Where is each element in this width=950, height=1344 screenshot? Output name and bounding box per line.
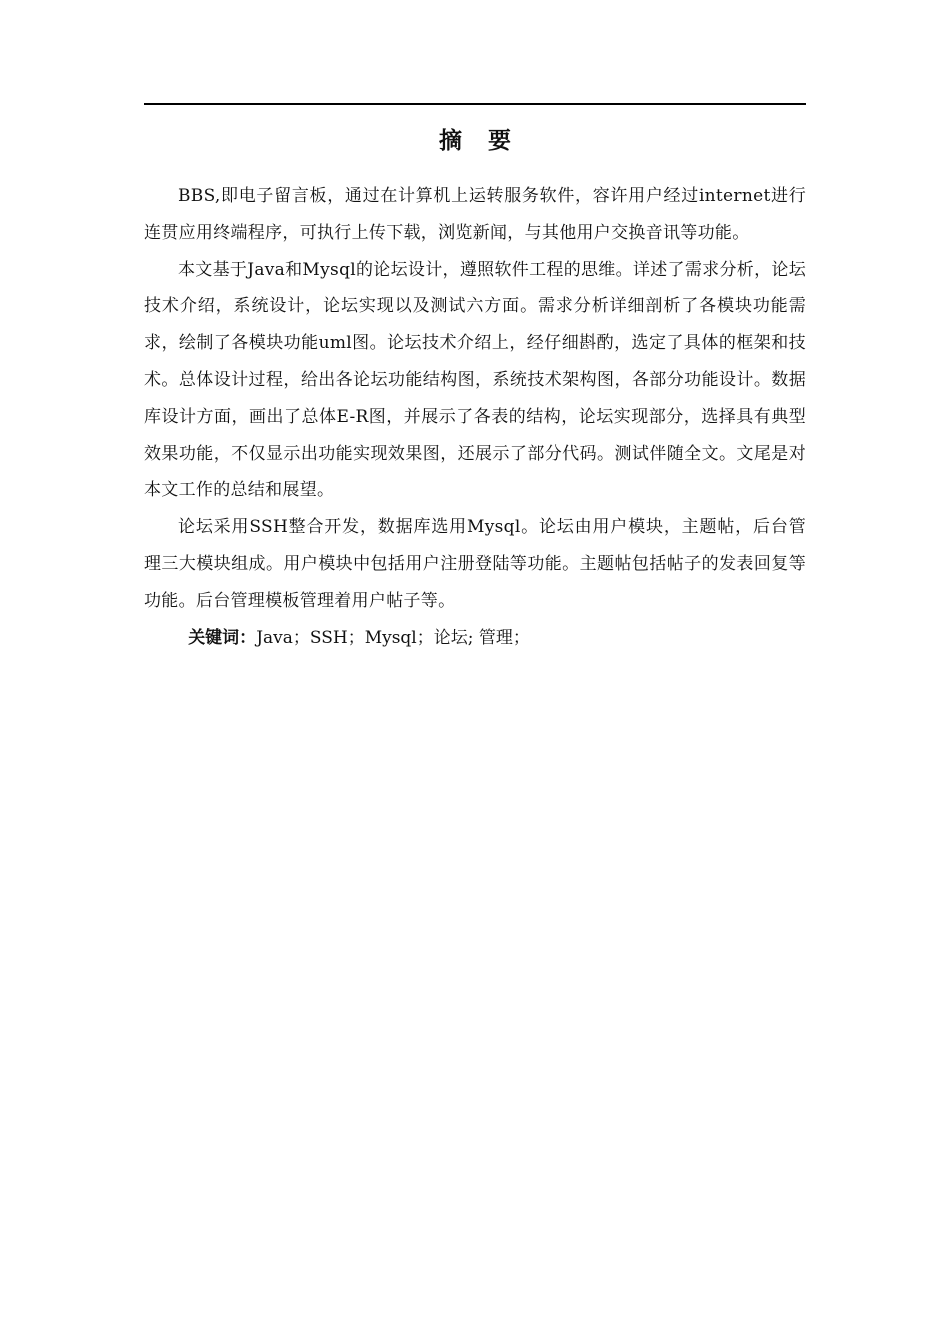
abstract-title: 摘要 (439, 128, 537, 154)
abstract-body (144, 178, 806, 656)
abstract-paragraph-3: 论坛采用SSH整合开发，数据库选用Mysql。论坛由用户模块，主题帖，后台管理三大模块组成。用户模块中包括用户注册登陆等功能。主题帖包括帖子的发表回复等功能。后台管理模板管理着用户帖子等。 (144, 517, 806, 611)
keywords-line (144, 620, 806, 657)
keywords-label: 关键词： (188, 627, 257, 648)
header-rule (144, 103, 806, 105)
abstract-paragraph-2: 本文基于Java和Mysql的论坛设计，遵照软件工程的思维。详述了需求分析，论坛技术介绍，系统设计，论坛实现以及测试六方面。需求分析详细剖析了各模块功能需求，绘制了各模块功能uml图。论坛技术介绍上，经仔细斟酌，选定了具体的框架和技术。总体设计过程，给出各论坛功能结构图，系统技术架构图，各部分功能设计。数据库设计方面，画出了总体E-R图，并展示了各表的结构，论坛实现部分，选择具有典型效果功能，不仅显示出功能实现效果图，还展示了部分代码。测试伴随全文。文尾是对本文工作的总结和展望。 (144, 259, 806, 501)
abstract-paragraph-1: BBS,即电子留言板，通过在计算机上运转服务软件，容许用户经过internet进行连贯应用终端程序，可执行上传下载，浏览新闻，与其他用户交换音讯等功能。 (144, 186, 806, 243)
keywords-text: Java；SSH；Mysql；论坛; 管理； (256, 627, 530, 648)
